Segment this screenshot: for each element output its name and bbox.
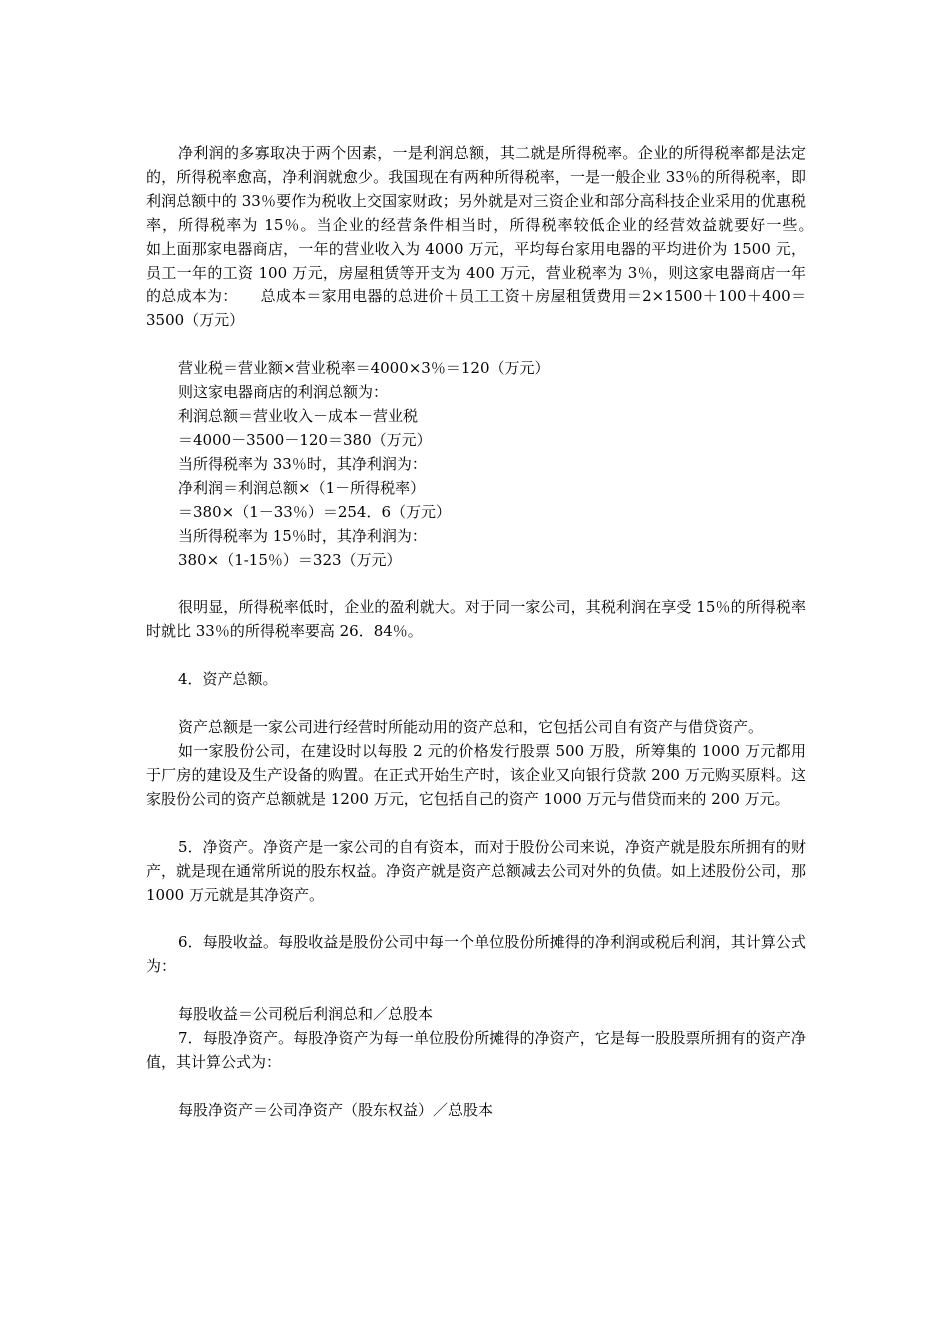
calc-line-15-value: 380×（1-15％）＝323（万元） — [178, 550, 402, 569]
paragraph-conclusion: 很明显，所得税率低时，企业的盈利就大。对于同一家公司，其税利润在享受 15％的所得税率时就比 33％的所得税率要高 26．84％。 — [146, 598, 806, 641]
spacer — [146, 1075, 806, 1099]
calc-line-business-tax: 营业税＝营业额×营业税率＝4000×3％＝120（万元） — [178, 359, 550, 378]
spacer — [146, 979, 806, 1003]
calc-line-total-profit-formula: 利润总额＝营业收入－成本－营业税 — [178, 407, 419, 426]
calculation-block — [146, 357, 806, 572]
spacer — [146, 692, 806, 716]
paragraph-total-assets-definition: 资产总额是一家公司进行经营时所能动用的资产总和，它包括公司自有资产与借贷资产。 — [178, 718, 764, 737]
calc-line-total-profit-value: ＝4000－3500－120＝380（万元） — [178, 430, 432, 449]
spacer — [146, 812, 806, 836]
spacer — [146, 644, 806, 668]
calc-line-15-intro: 当所得税率为 15％时，其净利润为： — [178, 526, 427, 545]
paragraph-eps: 6．每股收益。每股收益是股份公司中每一个单位股份所摊得的净利润或税后利润，其计算公式为： — [146, 933, 806, 976]
paragraph-nav-per-share: 7．每股净资产。每股净资产为每一单位股份所摊得的净资产，它是每一股股票所拥有的资产净值，其计算公式为： — [146, 1029, 806, 1072]
spacer — [146, 572, 806, 596]
spacer — [146, 907, 806, 931]
spacer — [146, 333, 806, 357]
calc-line-33-intro: 当所得税率为 33％时，其净利润为： — [178, 454, 427, 473]
calc-line-total-profit-intro: 则这家电器商店的利润总额为： — [178, 383, 389, 402]
formula-eps: 每股收益＝公司税后利润总和／总股本 — [178, 1005, 434, 1024]
paragraph-net-profit: 净利润的多寡取决于两个因素，一是利润总额，其二就是所得税率。企业的所得税率都是法定的，所得税率愈高，净利润就愈少。我国现在有两种所得税率，一是一般企业 33％的所得税率，即利润总额中的 33％要作为税收上交国家财政；另外就是对三资企业和部分高科技企业采用的优惠税率，所得税率为 15％。当企业的经营条件相当时，所得税率较低企业的经营效益就要好一些。 如上面那家电器商店，一年的营业收入为 4000 万元，平均每台家用电器的平均进价为 1500 元，员工一年的工资 100 万元，房屋租赁等开支为 400 万元，营业税率为 3％，则这家电器商店一年的总成本为： 总成本＝家用电器的总进价＋员工工资＋房屋租赁费用＝2×1500＋100＋400＝3500（万元） — [146, 144, 837, 330]
calc-line-net-profit-formula: 净利润＝利润总额×（1－所得税率） — [178, 478, 426, 497]
calc-line-33-value: ＝380×（1－33％）＝254．6（万元） — [178, 502, 452, 521]
formula-nav-per-share: 每股净资产＝公司净资产（股东权益）／总股本 — [178, 1101, 494, 1119]
section-heading-total-assets: 4．资产总额。 — [178, 670, 278, 689]
paragraph-total-assets-example: 如一家股份公司，在建设时以每股 2 元的价格发行股票 500 万股，所筹集的 1000 万元都用于厂房的建设及生产设备的购置。在正式开始生产时，该企业又向银行贷款 200 万元购买原料。这家股份公司的资产总额就是 1200 万元，它包括自己的资产 1000 万元与借贷而来的 200 万元。 — [146, 742, 806, 808]
paragraph-net-assets: 5．净资产。净资产是一家公司的自有资本，而对于股份公司来说，净资产就是股东所拥有的财产，就是现在通常所说的股东权益。净资产就是资产总额减去公司对外的负债。如上述股份公司，那 1000 万元就是其净资产。 — [146, 837, 807, 904]
